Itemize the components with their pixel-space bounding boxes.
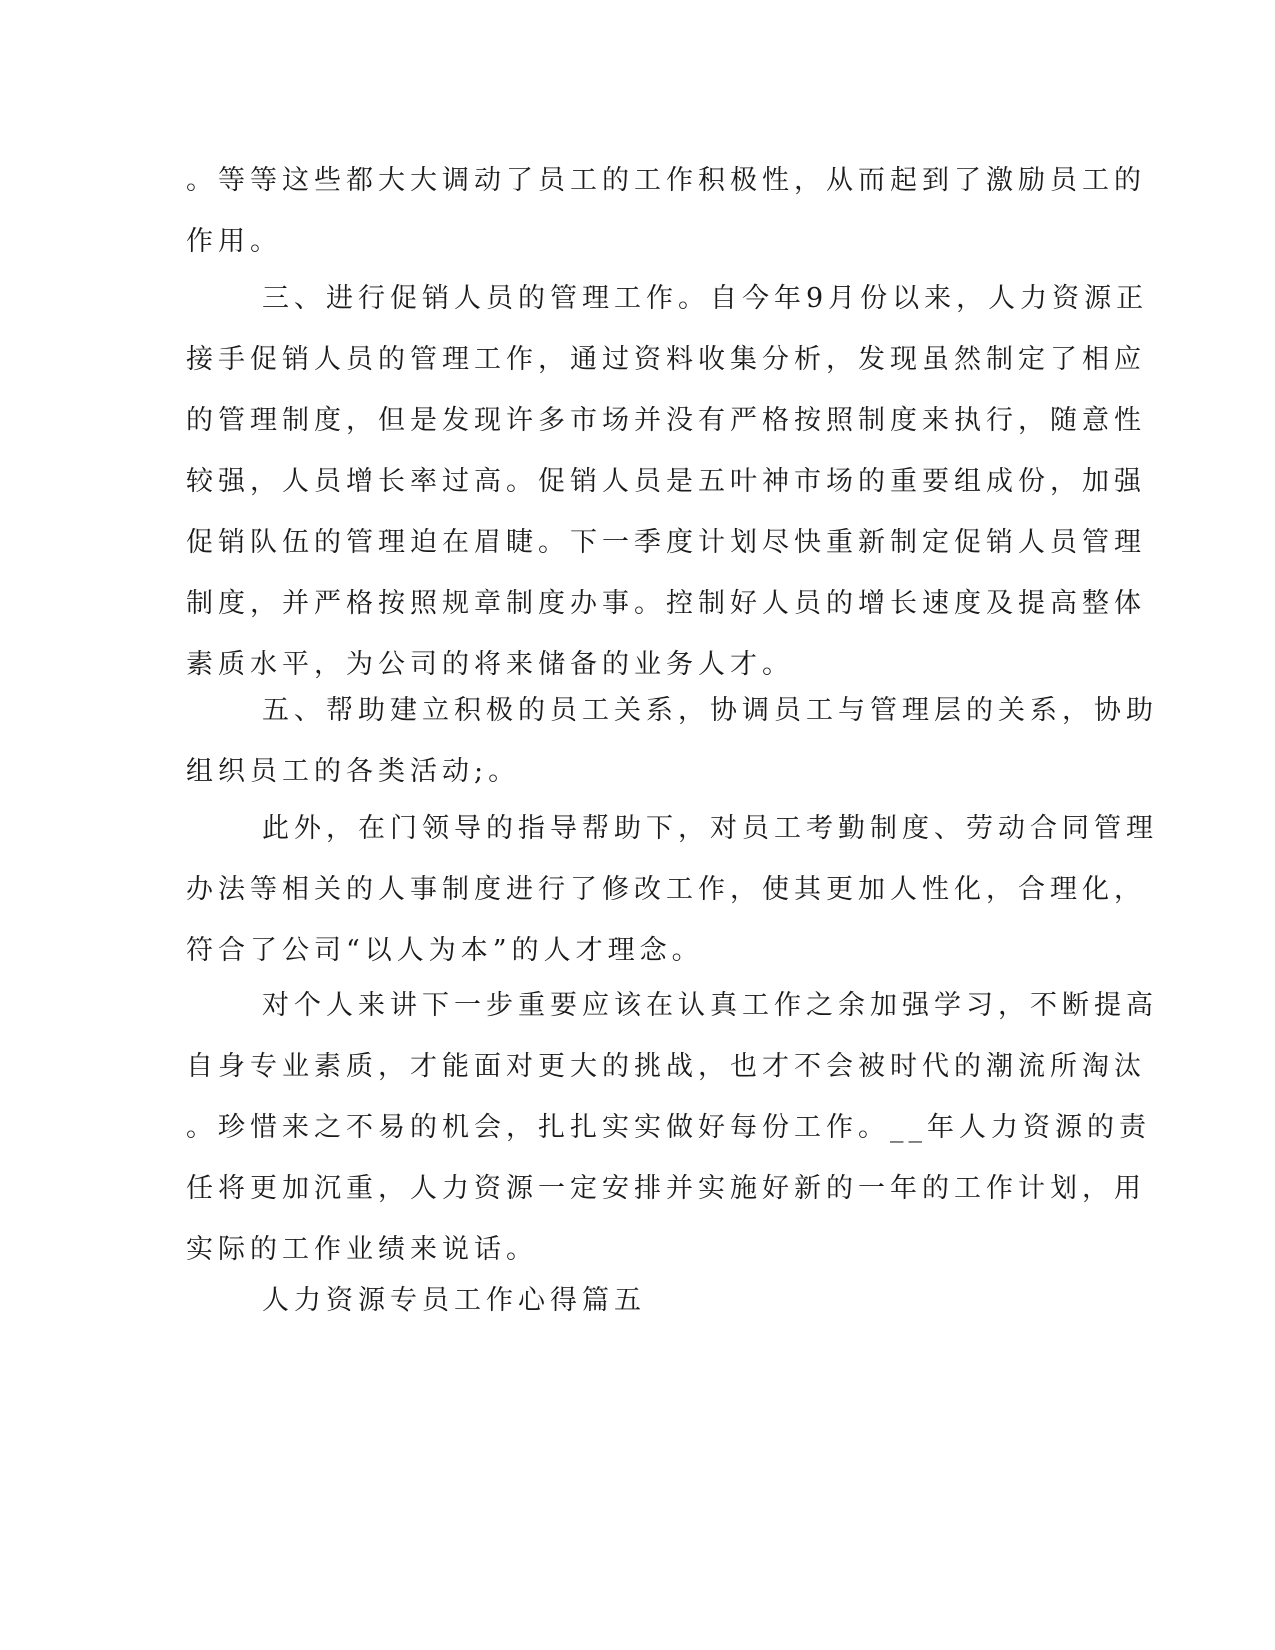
paragraph-incentive-continuation: [186, 150, 1146, 272]
text-line: 促销队伍的管理迫在眉睫。下一季度计划尽快重新制定促销人员管理: [186, 527, 1146, 558]
text-line: 实际的工作业绩来说话。: [186, 1234, 538, 1265]
paragraph-sales-promoter-management: [186, 268, 1149, 695]
text-line: 制度，并严格按照规章制度办事。控制好人员的增长速度及提高整体: [186, 588, 1146, 619]
text-line: 接手促销人员的管理工作，通过资料收集分析，发现虽然制定了相应: [186, 344, 1146, 375]
text-line: 。等等这些都大大调动了员工的工作积极性，从而起到了激励员工的: [186, 165, 1146, 196]
section-heading: [186, 1270, 1066, 1331]
paragraph-policy-revision: [186, 798, 1158, 981]
paragraph-personal-plan: [186, 975, 1158, 1280]
text-line: 组织员工的各类活动;。: [186, 756, 521, 787]
text-line: 自身专业素质，才能面对更大的挑战，也才不会被时代的潮流所淘汰: [186, 1051, 1146, 1082]
text-line: 符合了公司“以人为本”的人才理念。: [186, 935, 704, 966]
text-line: 作用。: [186, 226, 282, 257]
text-line: 三、进行促销人员的管理工作。自今年9月份以来，人力资源正: [262, 283, 1149, 314]
text-line: 此外，在门领导的指导帮助下，对员工考勤制度、劳动合同管理: [262, 813, 1158, 844]
text-line: 对个人来讲下一步重要应该在认真工作之余加强学习，不断提高: [262, 990, 1158, 1021]
text-line: 素质水平，为公司的将来储备的业务人才。: [186, 649, 794, 680]
text-line: 较强，人员增长率过高。促销人员是五叶神市场的重要组成份，加强: [186, 466, 1146, 497]
text-line: 五、帮助建立积极的员工关系，协调员工与管理层的关系，协助: [262, 695, 1158, 726]
text-line: 任将更加沉重，人力资源一定安排并实施好新的一年的工作计划，用: [186, 1173, 1146, 1204]
text-line: 。珍惜来之不易的机会，扎扎实实做好每份工作。__年人力资源的责: [186, 1112, 1151, 1143]
text-line: 的管理制度，但是发现许多市场并没有严格按照制度来执行，随意性: [186, 405, 1146, 436]
section-title: 人力资源专员工作心得篇五: [262, 1285, 646, 1316]
paragraph-employee-relations: [186, 680, 1158, 802]
text-line: 办法等相关的人事制度进行了修改工作，使其更加人性化，合理化，: [186, 874, 1146, 905]
